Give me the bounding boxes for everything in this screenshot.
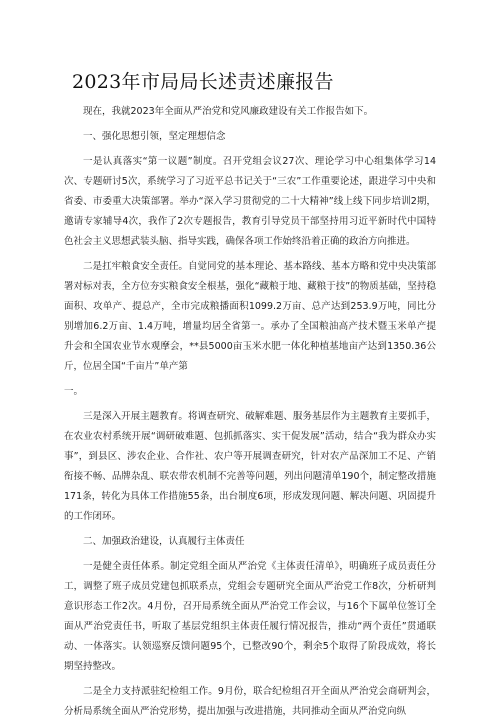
section-heading-1: 一、强化思想引领，坚定理想信念 <box>83 131 226 142</box>
body-paragraph: 一是健全责任体系。制定党组全面从严治党《主体责任清单》，明确班子成员责任分工，调整了班子成员党建包抓联系点，党组会专题研究全面从严治党工作8次，分析研判意识形态工作2次。4月份，召开局系统全面从严治党工作会议，与16个下属单位签订全面从严治党责任书，听取了基层党组织主体责任履行情况报告，推动“两个责任”贯通联动、一体落实。认领巡察反馈问题95个，已整改90个，剩余5个取得了阶段成效，将长期坚持整改。 <box>64 561 436 672</box>
body-paragraph: 二是扛牢粮食安全责任。自觉同党的基本理论、基本路线、基本方略和党中央决策部署对标对表，全方位夯实粮食安全根基，强化“藏粮于地、藏粮于技”的物质基础，坚持稳面积、攻单产、提总产，全市完成粮播面积1099.2万亩、总产达到253.9万吨，同比分别增加6.2万亩、1.4万吨，增量均居全省第一。承办了全国粮油高产技术暨玉米单产提升会和全国农业节水观摩会，**县5000亩玉米水肥一体化种植基地亩产达到1350.36公斤，位居全国“千亩片”单产第 <box>64 261 436 372</box>
report-body <box>64 102 436 722</box>
body-paragraph: 三是深入开展主题教育。将调查研究、破解难题、服务基层作为主题教育主要抓手，在农业农村系统开展“调研破难题、包抓抓落实、实干促发展”活动，结合“我为群众办实事”，到县区、涉农企业、合作社、农户等开展调查研究，针对农产品深加工不足、产销衔接不畅、品牌杂乱、联农带农机制不完善等问题，列出问题清单190个，制定整改措施171条，转化为具体工作措施55条，出台制度6项，形成发现问题、解决问题、巩固提升的工作闭环。 <box>64 411 436 522</box>
body-paragraph-continuation: 一。 <box>64 386 84 397</box>
body-paragraph: 一是认真落实“第一议题”制度。召开党组会议27次、理论学习中心组集体学习14次、专题研讨5次，系统学习了习近平总书记关于“三农”工作重要论述，跟进学习中央和省委、市委重大决策部署。举办“深入学习贯彻党的二十大精神”线上线下同步培训2期，邀请专家辅导4次，我作了2次专题报告，教育引导党员干部坚持用习近平新时代中国特色社会主义思想武装头脑、指导实践，确保各项工作始终沿着正确的政治方向推进。 <box>64 156 436 247</box>
report-title: 2023年市局局长述责述廉报告 <box>72 71 334 93</box>
intro-paragraph: 现在，我就2023年全面从严治党和党风廉政建设有关工作报告如下。 <box>83 106 374 117</box>
section-heading-2: 二、加强政治建设，认真履行主体责任 <box>83 536 245 547</box>
body-paragraph: 二是全力支持派驻纪检组工作。9月份，联合纪检组召开全面从严治党会商研判会，分析局系统全面从严治党形势，提出加强与改进措施，共同推动全面从严治党向纵 <box>64 686 436 717</box>
